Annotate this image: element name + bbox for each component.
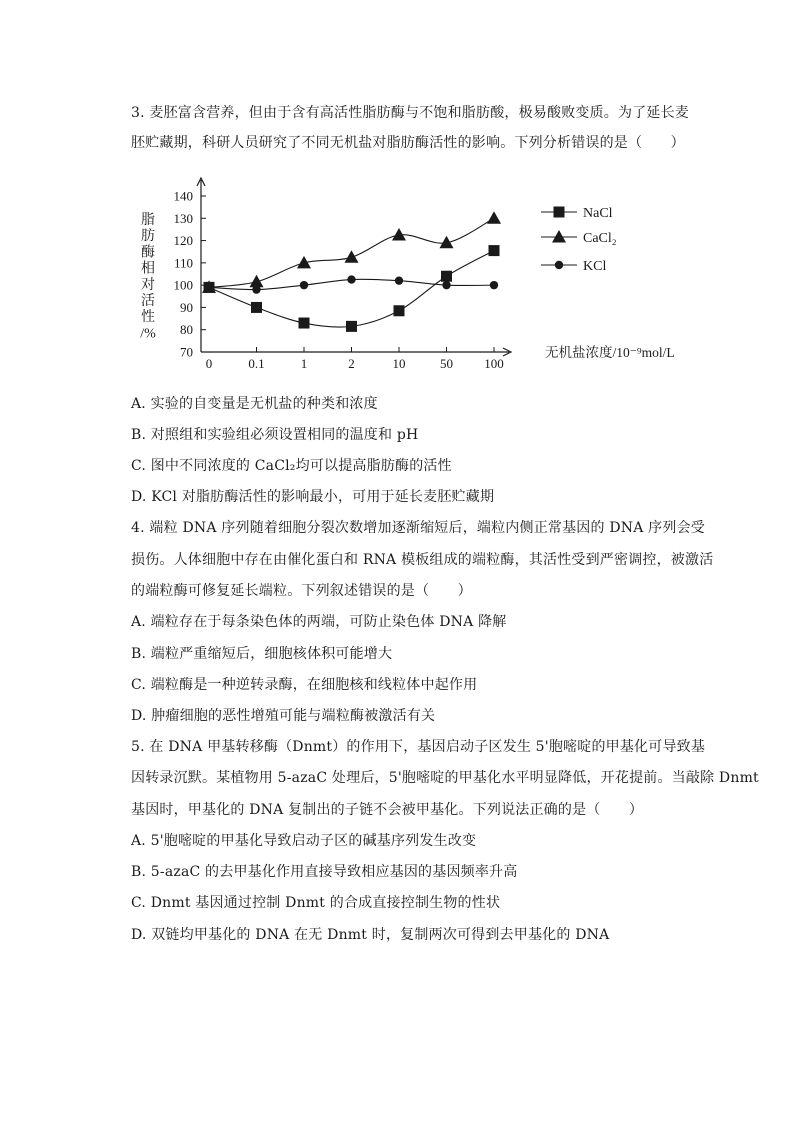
q4-option-a: A. 端粒存在于每条染色体的两端，可防止染色体 DNA 降解 — [131, 614, 507, 630]
y-axis-label-char: 性 — [141, 310, 155, 326]
q3-stem-line-1: 3. 麦胚富含营养，但由于含有高活性脂肪酶与不饱和脂肪酸，极易酸败变质。为了延长麦 — [131, 105, 690, 121]
x-tick-label: 0 — [205, 356, 213, 370]
q5-option-d: D. 双链均甲基化的 DNA 在无 Dnmt 时，复制两次可得到去甲基化的 DNA — [131, 927, 610, 943]
x-tick-label: 2 — [348, 356, 355, 370]
y-tick-label: 80 — [180, 322, 193, 338]
q3-stem-line-2: 胚贮藏期，科研人员研究了不同无机盐对脂肪酶活性的影响。下列分析错误的是（ ） — [131, 135, 685, 151]
square-data-point — [346, 321, 357, 332]
y-axis-label-char: 肪 — [141, 229, 155, 245]
y-axis-label-char: 对 — [141, 277, 155, 293]
q4-option-b: B. 端粒严重缩短后，细胞核体积可能增大 — [131, 646, 393, 662]
q3-option-b: B. 对照组和实验组必须设置相同的温度和 pH — [131, 427, 419, 443]
square-data-point — [441, 271, 452, 282]
q3-option-a: A. 实验的自变量是无机盐的种类和浓度 — [131, 396, 378, 412]
square-data-point — [299, 318, 310, 329]
q4-option-d: D. 肿瘤细胞的恶性增殖可能与端粒酶被激活有关 — [131, 708, 436, 724]
q3-option-c: C. 图中不同浓度的 CaCl₂均可以提高脂肪酶的活性 — [131, 458, 452, 474]
y-tick-label: 70 — [180, 344, 193, 360]
x-tick-label: 10 — [392, 356, 406, 370]
q4-stem-line-2: 损伤。人体细胞中存在由催化蛋白和 RNA 模板组成的端粒酶，其活性受到严密调控，被激活 — [131, 552, 714, 568]
y-tick-label: 130 — [173, 210, 193, 226]
y-tick-label: 110 — [173, 255, 193, 271]
legend-label: CaCl₂ — [583, 231, 617, 246]
y-axis-label-char: 脂 — [141, 213, 155, 228]
square-data-point — [489, 245, 500, 256]
x-tick-label: 50 — [440, 356, 453, 370]
y-axis-label-char: 酶 — [141, 245, 155, 261]
legend-marker-circle — [555, 261, 563, 269]
y-tick-label: 120 — [173, 233, 193, 249]
y-tick-label: 140 — [173, 188, 193, 204]
legend-marker-triangle — [552, 230, 566, 243]
q4-stem-line-3: 的端粒酶可修复延长端粒。下列叙述错误的是（ ） — [131, 583, 472, 599]
y-axis-label-char: /% — [140, 326, 156, 342]
triangle-data-point — [487, 211, 501, 224]
legend-marker-square — [554, 207, 565, 218]
circle-data-point — [252, 285, 260, 293]
q4-option-c: C. 端粒酶是一种逆转录酶，在细胞核和线粒体中起作用 — [131, 677, 478, 693]
x-tick-label: 100 — [484, 356, 504, 370]
y-tick-label: 100 — [173, 277, 193, 293]
x-axis-label: 无机盐浓度/10⁻⁹mol/L — [545, 345, 675, 360]
q5-stem-line-3: 基因时，甲基化的 DNA 复制出的子链不会被甲基化。下列说法正确的是（ ） — [131, 802, 644, 818]
q5-option-c: C. Dnmt 基因通过控制 Dnmt 的合成直接控制生物的性状 — [131, 895, 501, 911]
y-tick-label: 90 — [180, 299, 193, 315]
circle-data-point — [490, 281, 498, 289]
q3-option-d: D. KCl 对脂肪酶活性的影响最小，可用于延长麦胚贮藏期 — [131, 489, 495, 505]
square-data-point — [394, 305, 405, 316]
circle-data-point — [395, 276, 403, 284]
circle-data-point — [300, 281, 308, 289]
q5-stem-line-2: 因转录沉默。某植物用 5-azaC 处理后，5'胞嘧啶的甲基化水平明显降低，开花提前。当敲除 Dnmt — [131, 770, 759, 786]
x-tick-label: 0.1 — [248, 356, 265, 370]
circle-data-point — [442, 281, 450, 289]
x-tick-label: 1 — [300, 356, 308, 370]
q5-option-a: A. 5'胞嘧啶的甲基化导致启动子区的碱基序列发生改变 — [131, 833, 477, 849]
q4-stem-line-1: 4. 端粒 DNA 序列随着细胞分裂次数增加逐渐缩短后，端粒内侧正常基因的 DNA 序列会受 — [131, 520, 705, 536]
y-axis-label-char: 活 — [141, 294, 155, 309]
q5-stem-line-1: 5. 在 DNA 甲基转移酶（Dnmt）的作用下，基因启动子区发生 5'胞嘧啶的甲基化可导致基 — [131, 739, 706, 755]
circle-data-point — [347, 275, 355, 283]
y-axis-label-char: 相 — [141, 261, 155, 277]
triangle-data-point — [392, 228, 406, 241]
lipase-activity-chart — [131, 170, 691, 370]
legend-label: KCl — [583, 259, 607, 274]
square-data-point — [251, 302, 262, 313]
legend-label: NaCl — [583, 206, 613, 221]
triangle-data-point — [345, 250, 359, 263]
circle-data-point — [205, 283, 213, 291]
q5-option-b: B. 5-azaC 的去甲基化作用直接导致相应基因的基因频率升高 — [131, 864, 518, 880]
